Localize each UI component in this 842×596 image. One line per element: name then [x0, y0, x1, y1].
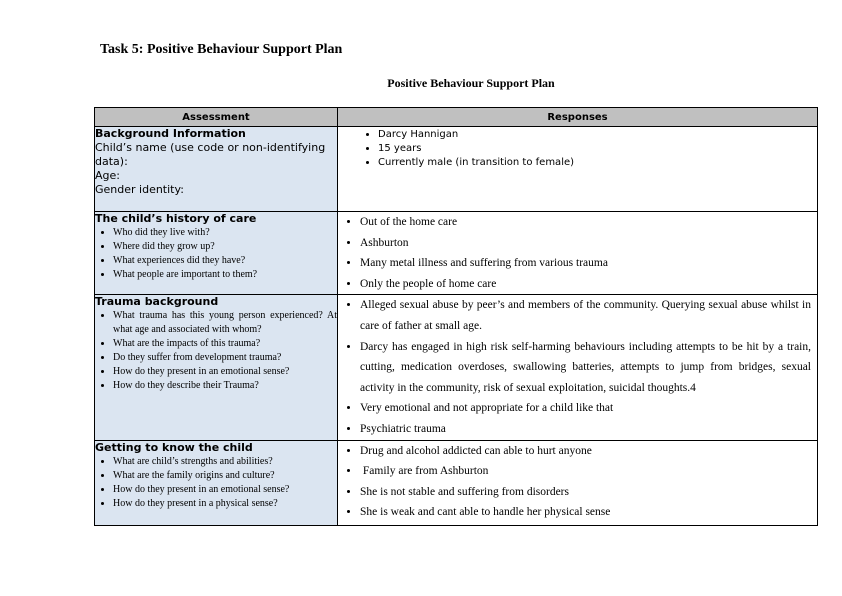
header-assessment: Assessment — [95, 108, 338, 127]
response-cell — [338, 127, 818, 212]
table-row — [95, 295, 818, 440]
list-item: • How do they present in an emotional sense? — [113, 483, 337, 497]
list-item: • Currently male (in transition to female) — [378, 156, 817, 170]
list-item: • What are the impacts of this trauma? — [113, 337, 337, 351]
section-title: Background Information — [95, 127, 246, 140]
list-item: • What are child’s strengths and abilities? — [113, 455, 337, 469]
list-item: • Do they suffer from development trauma? — [113, 351, 337, 365]
assessment-cell — [95, 440, 338, 525]
assessment-cell — [95, 212, 338, 295]
list-item: • She is weak and cant able to handle her physical sense — [360, 502, 811, 523]
support-plan-table — [94, 107, 818, 526]
response-cell — [338, 295, 818, 440]
list-item: • Darcy has engaged in high risk self-harming behaviours including attempts to be hit by a train, cutting, medication overdoses, swallowing batteries, attempts to jump from bridges, sexual activity in the community, risk of sexual exploitation, suicidal thoughts.4 — [360, 337, 811, 399]
list-item: • Only the people of home care — [360, 274, 811, 295]
section-title: The child’s history of care — [95, 212, 257, 225]
field-label: Child’s name (use code or non-identifying data): — [95, 141, 326, 168]
list-item: • Drug and alcohol addicted can able to hurt anyone — [360, 441, 811, 462]
list-item: • What are the family origins and culture? — [113, 469, 337, 483]
list-item: • Very emotional and not appropriate for a child like that — [360, 398, 811, 419]
list-item: • Darcy Hannigan — [378, 128, 817, 142]
list-item: • Out of the home care — [360, 212, 811, 233]
list-item: • How do they present in a physical sense? — [113, 497, 337, 511]
assessment-cell — [95, 295, 338, 440]
table-header-row — [95, 108, 818, 127]
section-title: Getting to know the child — [95, 440, 253, 454]
list-item: • What experiences did they have? — [113, 254, 337, 268]
list-item: • How do they describe their Trauma? — [113, 379, 337, 393]
field-label: Gender identity: — [95, 183, 184, 196]
field-label: Age: — [95, 169, 120, 182]
list-item: • Many metal illness and suffering from various trauma — [360, 253, 811, 274]
table-row — [95, 212, 818, 295]
list-item: • Ashburton — [360, 233, 811, 254]
list-item: • She is not stable and suffering from disorders — [360, 482, 811, 503]
section-title: Trauma background — [95, 295, 219, 309]
list-item: • Alleged sexual abuse by peer’s and members of the community. Querying sexual abuse whilst in care of father at small age. — [360, 295, 811, 336]
table-row — [95, 127, 818, 212]
table-row — [95, 440, 818, 525]
list-item: • Family are from Ashburton — [360, 461, 811, 482]
list-item: • How do they present in an emotional sense? — [113, 365, 337, 379]
list-item: • 15 years — [378, 142, 817, 156]
header-responses: Responses — [338, 108, 818, 127]
assessment-cell — [95, 127, 338, 212]
list-item: • Who did they live with? — [113, 226, 337, 240]
response-cell — [338, 440, 818, 525]
list-item: • What trauma has this young person experienced? At what age and associated with whom? — [113, 309, 337, 337]
list-item: • What people are important to them? — [113, 268, 337, 282]
page-heading: Task 5: Positive Behaviour Support Plan — [100, 42, 343, 57]
list-item: • Where did they grow up? — [113, 240, 337, 254]
list-item: • Psychiatric trauma — [360, 419, 811, 440]
document-title: Positive Behaviour Support Plan — [387, 76, 555, 90]
response-cell — [338, 212, 818, 295]
